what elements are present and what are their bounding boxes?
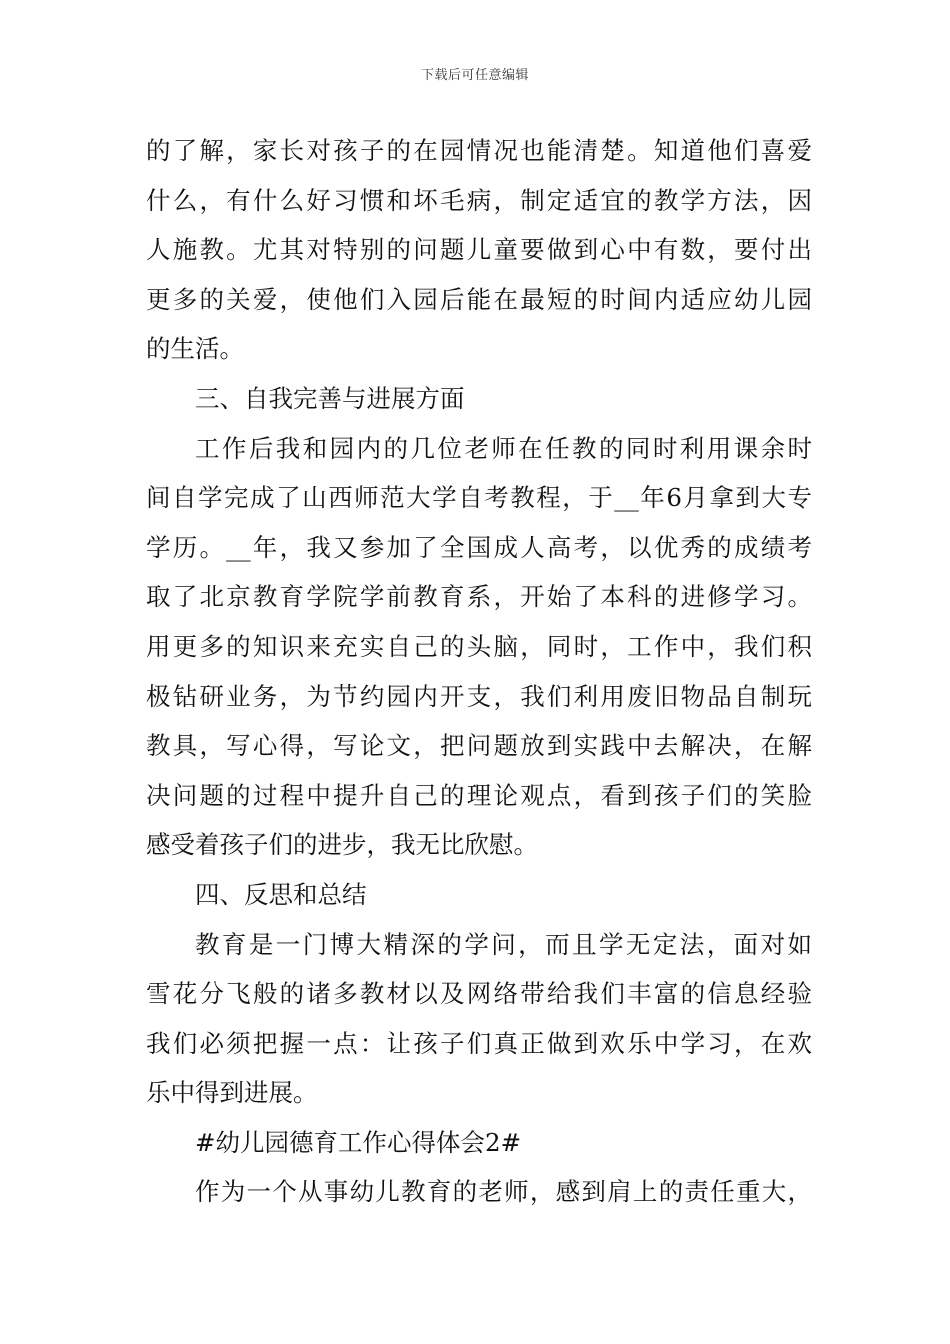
document-body: [146, 126, 812, 1217]
text-line: 的生活。: [146, 334, 244, 364]
paragraph-first-line: 四、反思和总结: [195, 879, 367, 909]
text-line: 我们必须把握一点：让孩子们真正做到欢乐中学习，在欢: [146, 1028, 812, 1058]
text-line: 感受着孩子们的进步，我无比欣慰。: [146, 830, 538, 860]
paragraph-first-line: 教育是一门博大精深的学问，而且学无定法，面对如: [195, 929, 812, 959]
text-line: 乐中得到进展。: [146, 1078, 318, 1108]
paragraph-first-line: #幼儿园德育工作心得体会2#: [195, 1127, 522, 1157]
text-line: 的了解，家长对孩子的在园情况也能清楚。知道他们喜爱: [146, 136, 812, 165]
text-line: 更多的关爱，使他们入园后能在最短的时间内适应幼儿园: [146, 284, 812, 314]
page-header-note: 下载后可任意编辑: [420, 68, 529, 83]
text-line: 间自学完成了山西师范大学自考教程，于__年6月拿到大专: [146, 483, 812, 513]
paragraph-first-line: 三、自我完善与进展方面: [195, 383, 465, 413]
paragraph-first-line: 作为一个从事幼儿教育的老师，感到肩上的责任重大，: [195, 1177, 812, 1207]
paragraph-first-line: 工作后我和园内的几位老师在任教的同时利用课余时: [195, 433, 812, 463]
text-line: 什么，有什么好习惯和坏毛病，制定适宜的教学方法，因: [146, 185, 812, 215]
text-line: 学历。__年，我又参加了全国成人高考，以优秀的成绩考: [146, 532, 812, 562]
text-line: 极钻研业务，为节约园内开支，我们利用废旧物品自制玩: [146, 681, 812, 711]
text-line: 取了北京教育学院学前教育系，开始了本科的进修学习。: [146, 582, 812, 612]
text-line: 用更多的知识来充实自己的头脑，同时，工作中，我们积: [146, 631, 812, 661]
text-line: 雪花分飞般的诸多教材以及网络带给我们丰富的信息经验: [146, 979, 812, 1009]
text-line: 决问题的过程中提升自己的理论观点，看到孩子们的笑脸: [146, 780, 812, 810]
text-line: 教具，写心得，写论文，把问题放到实践中去解决，在解: [146, 731, 812, 761]
text-line: 人施教。尤其对特别的问题儿童要做到心中有数，要付出: [146, 235, 812, 265]
